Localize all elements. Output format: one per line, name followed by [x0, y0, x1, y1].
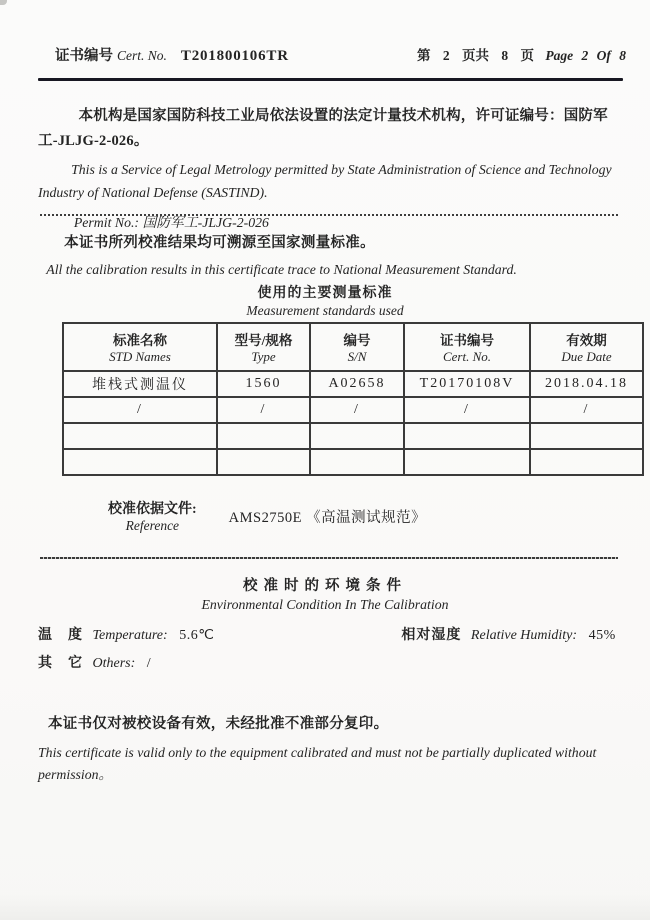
humidity-label-en: Relative Humidity: [470, 628, 578, 643]
environment-title-zh: 校准时的环境条件 [243, 578, 407, 594]
others-label-en: Others: [92, 656, 136, 671]
header-sn-zh: 编号 [343, 333, 371, 348]
header-cert-no-zh: 证书编号 [440, 333, 494, 348]
traceability-en: All the calibration results in this certificate trace to National Measurement Standard. [46, 262, 517, 277]
cell-type: / [217, 397, 310, 423]
reference-label [108, 498, 197, 534]
authority-statement-zh: 本机构是国家国防科技工业局依法设置的法定计量技术机构，许可证编号：国防军工-JLJG-2-026。 [38, 108, 608, 150]
cell-std-name [63, 423, 217, 449]
certificate-number-group [55, 44, 289, 65]
others-field [38, 652, 151, 672]
header-type-en: Type [251, 349, 276, 364]
cell-cert-no: T20170108V [404, 371, 530, 397]
traceability-statement [38, 231, 618, 278]
cell-due-date: 2018.04.18 [530, 371, 643, 397]
others-label-zh: 其 它 [38, 656, 83, 671]
header-std-names-en: STD Names [109, 349, 171, 364]
cell-sn [310, 423, 404, 449]
cell-sn [310, 449, 404, 475]
certificate-number: T201800106TR [180, 48, 289, 64]
cert-no-label-zh: 证书编号 [55, 48, 113, 64]
humidity-label-zh: 相对湿度 [401, 628, 462, 643]
temperature-field [38, 624, 214, 644]
header-sn-en: S/N [347, 349, 367, 364]
environment-title-en: Environmental Condition In The Calibration [201, 597, 449, 612]
header-std-names-zh: 标准名称 [113, 333, 167, 348]
header-cell-cert-no [404, 323, 530, 371]
cell-std-name: / [63, 397, 217, 423]
cert-no-label-en: Cert. No. [117, 48, 167, 63]
pagination [417, 44, 626, 64]
page-header [55, 44, 626, 65]
reference-value: AMS2750E 《高温测试规范》 [228, 510, 427, 526]
validity-statement-en: This certificate is valid only to the equipment calibrated and must not be partially duplicated without permission。 [38, 745, 597, 783]
header-rule [38, 78, 623, 81]
permit-number: Permit No.: 国防军工-JLJG-2-026 [73, 215, 269, 231]
others-row [38, 652, 151, 672]
cell-cert-no [404, 423, 530, 449]
others-value: / [146, 656, 152, 671]
table-row [63, 397, 643, 423]
table-row [63, 449, 643, 475]
standards-table [62, 322, 644, 476]
traceability-zh: 本证书所列校准结果均可溯源至国家测量标准。 [64, 235, 375, 251]
reference-section [108, 498, 426, 534]
authority-statement-en: This is a Service of Legal Metrology permitted by State Administration of Science and Technology Industry of National Defense (SASTIND). [38, 161, 612, 201]
header-due-date-en: Due Date [561, 349, 612, 364]
header-due-date-zh: 有效期 [566, 333, 607, 348]
cell-sn: A02658 [310, 371, 404, 397]
humidity-field [401, 624, 615, 644]
temperature-value: 5.6℃ [179, 628, 215, 643]
reference-label-en: Reference [125, 518, 180, 533]
reference-label-zh: 校准依据文件: [108, 502, 197, 517]
header-cert-no-en: Cert. No. [442, 349, 492, 364]
cell-std-name: 堆栈式测温仪 [63, 371, 217, 397]
cell-type [217, 449, 310, 475]
cell-type: 1560 [217, 371, 310, 397]
section-separator [40, 557, 618, 559]
standards-title-en: Measurement standards used [246, 303, 404, 318]
table-row [63, 423, 643, 449]
cell-cert-no: / [404, 397, 530, 423]
scan-artifact-corner [0, 0, 7, 5]
environment-title [0, 574, 650, 613]
cell-due-date [530, 423, 643, 449]
header-cell-type [217, 323, 310, 371]
table-row [63, 371, 643, 397]
cell-type [217, 423, 310, 449]
authority-statement [38, 104, 618, 231]
dotted-separator [40, 214, 618, 216]
header-cell-due-date [530, 323, 643, 371]
cell-cert-no [404, 449, 530, 475]
pagination-en: Page 2 Of 8 [545, 48, 626, 63]
temperature-label-zh: 温 度 [38, 628, 83, 643]
temperature-label-en: Temperature: [92, 628, 168, 643]
cell-sn: / [310, 397, 404, 423]
scan-artifact-bottom [0, 894, 650, 920]
table-header-row [63, 323, 643, 371]
standards-title [0, 282, 650, 319]
validity-statement-zh: 本证书仅对被校设备有效，未经批准不准部分复印。 [48, 716, 389, 732]
header-cell-sn [310, 323, 404, 371]
cell-due-date [530, 449, 643, 475]
pagination-zh: 第 2 页共 8 页 [417, 48, 535, 63]
humidity-value: 45% [588, 628, 616, 643]
environment-conditions-row [38, 624, 616, 644]
cell-due-date: / [530, 397, 643, 423]
header-type-zh: 型号/规格 [234, 333, 293, 348]
header-cell-std-names [63, 323, 217, 371]
cell-std-name [63, 449, 217, 475]
standards-title-zh: 使用的主要测量标准 [257, 286, 393, 301]
